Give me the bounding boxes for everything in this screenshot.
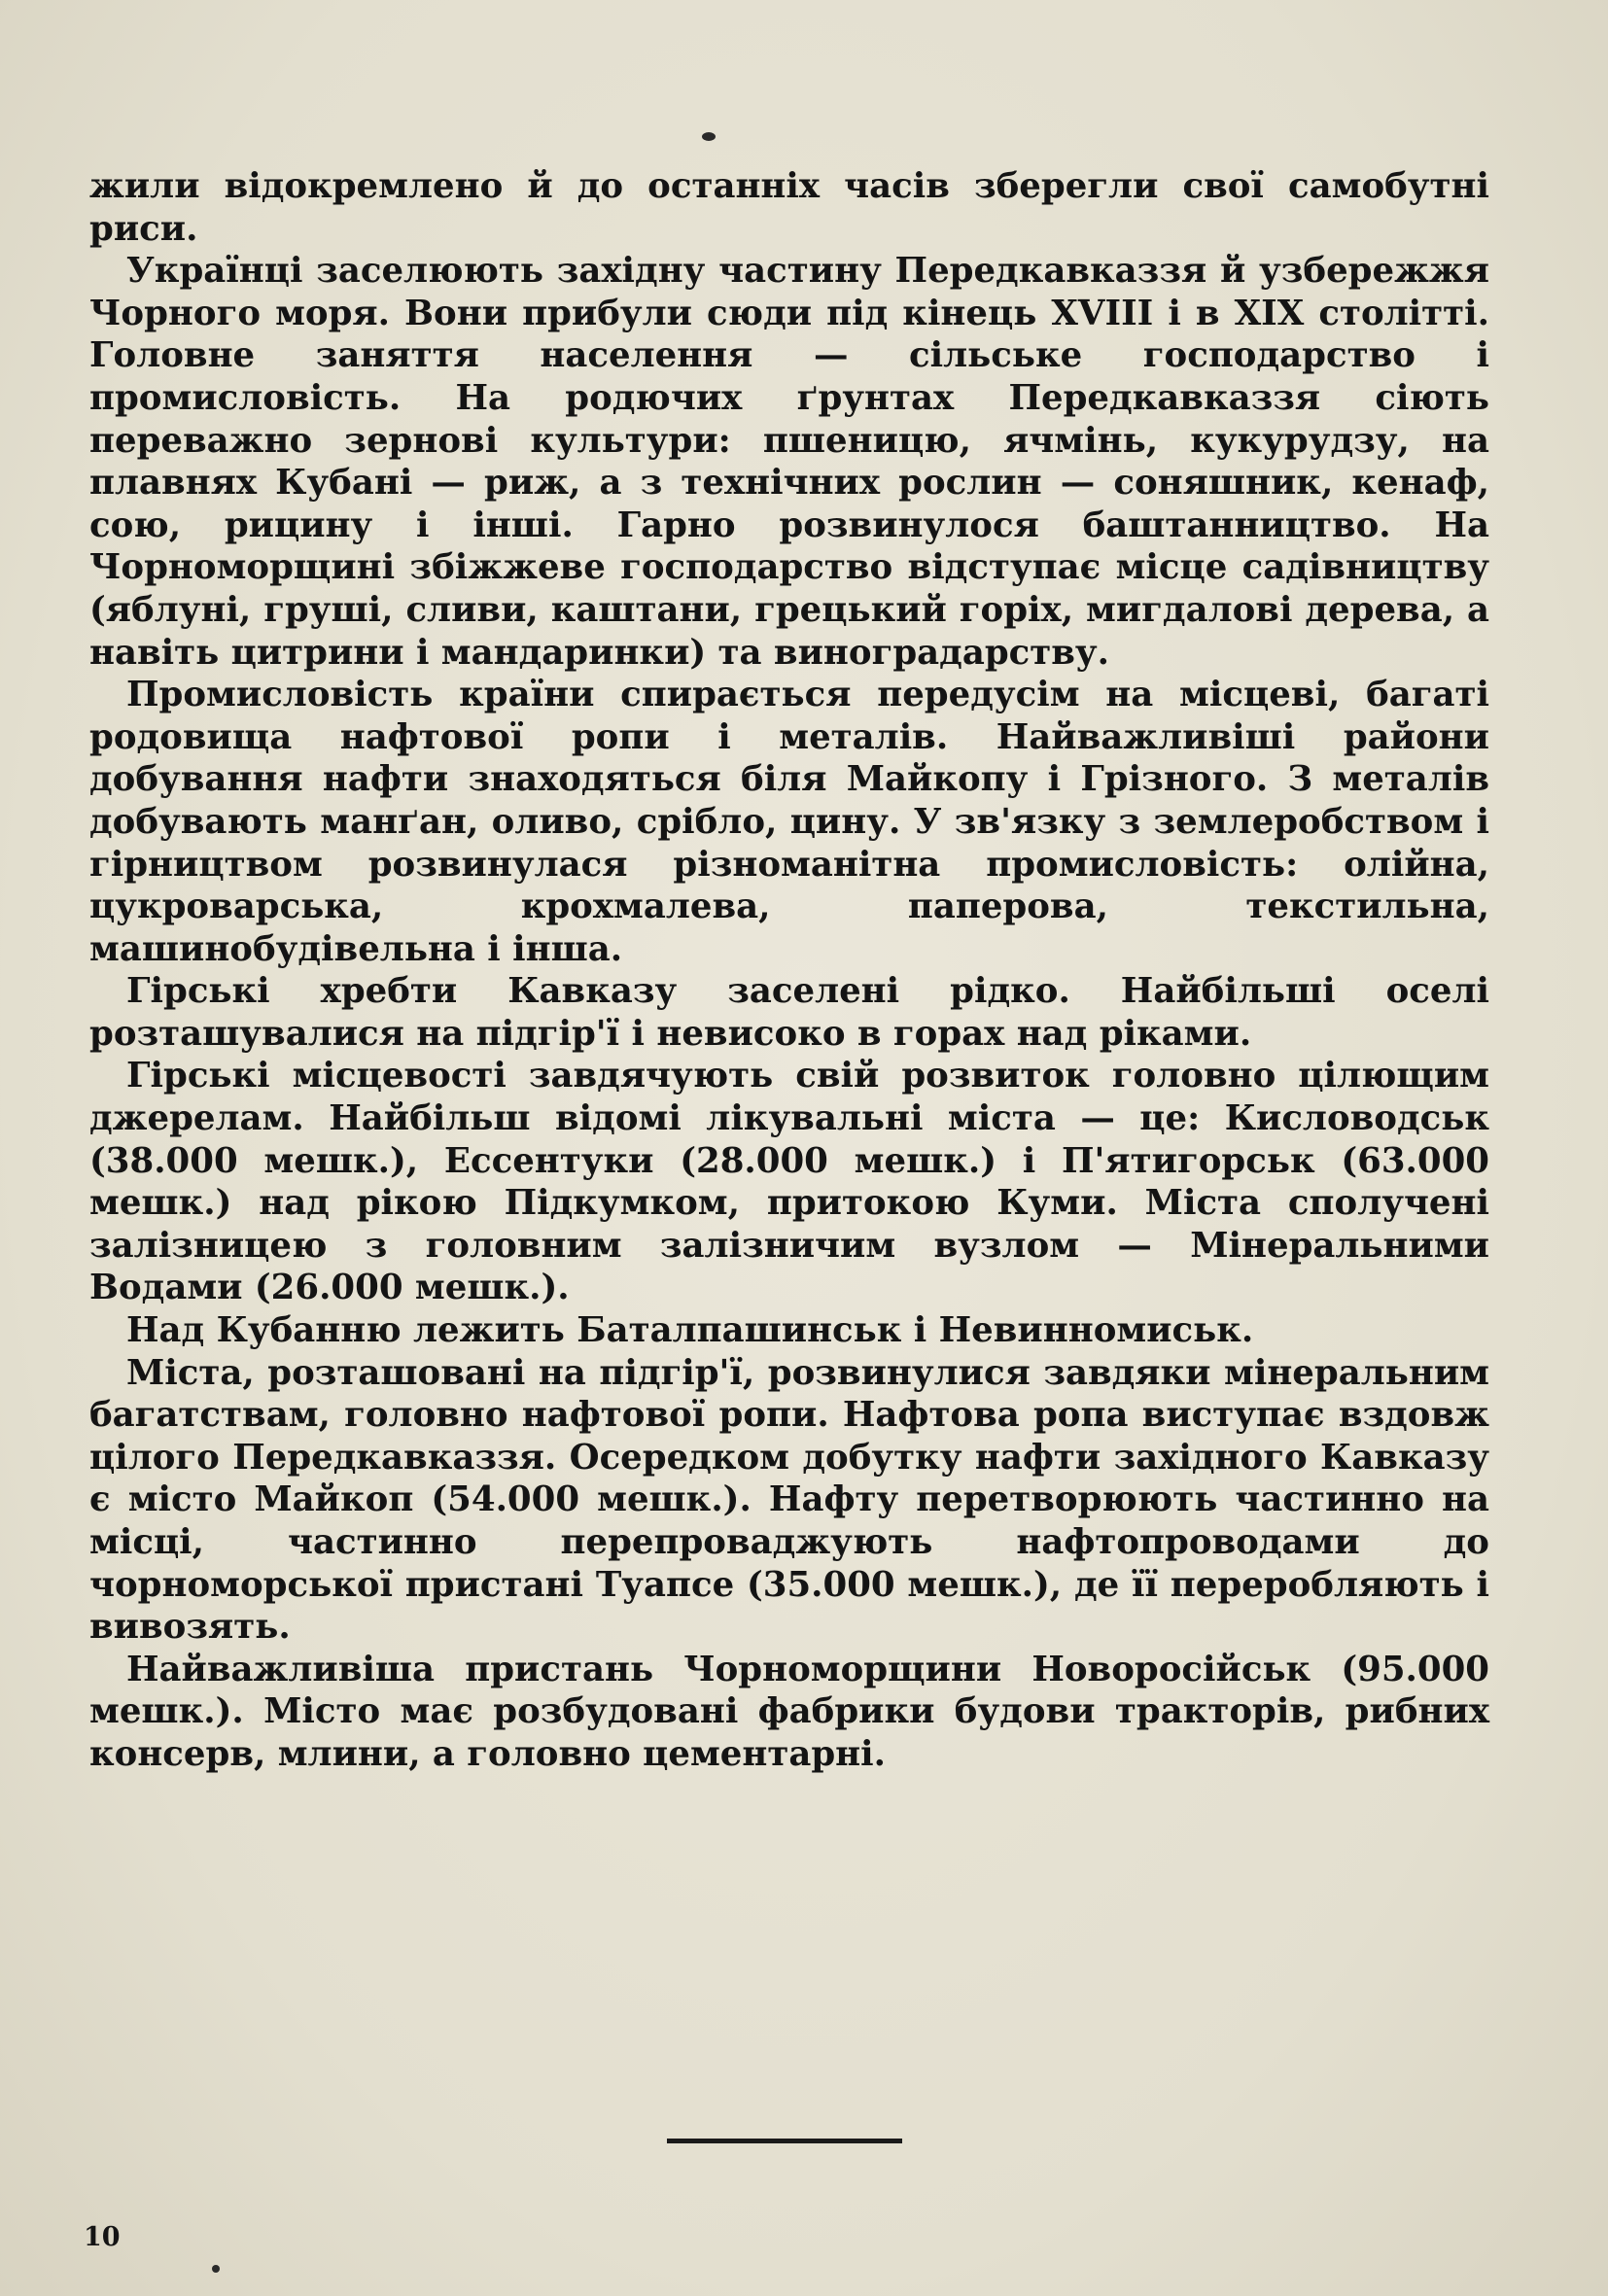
paragraph: Найважливіша пристань Чорноморщини Новоросійськ (95.000 мешк.). Місто має розбудовані фабрики будови тракторів, рибних консерв, млини, а головно цементарні. bbox=[89, 1649, 1489, 1774]
paragraph: Гірські місцевості завдячують свій розвиток головно цілющим джерелам. Найбільш відомі лікувальні міста — це: Кисловодськ (38.000 мешк.), Ессентуки (28.000 мешк.) і П'ятигорськ (63.000 мешк.) над рікою Підкумком, притокою Куми. Міста сполучені залізницею з головним залізничим вузлом — Мінеральними Водами (26.000 мешк.). bbox=[89, 1056, 1489, 1308]
body-text bbox=[89, 165, 1489, 1776]
paragraph: Над Кубанню лежить Баталпашинськ і Невинномиськ. bbox=[126, 1310, 1254, 1351]
paragraph: жили відокремлено й до останніх часів зберегли свої самобутні риси. bbox=[89, 166, 1489, 249]
paragraph: Промисловість країни спирається передусім на місцеві, багаті родовища нафтової ропи і металів. Найважливіші райони добування нафти знаходяться біля Майкопу і Грізного. З металів добувають манґан, оливо, срібло, цину. У зв'язку з землеробством і гірництвом розвинулася різноманітна промисловість: олійна, цукроварська, крохмалева, паперова, текстильна, машинобудівельна і інша. bbox=[89, 675, 1489, 969]
print-speck bbox=[212, 2265, 220, 2273]
page-number: 10 bbox=[84, 2222, 121, 2252]
section-divider bbox=[667, 2139, 902, 2143]
paragraph: Міста, розташовані на підгір'ї, розвинулися завдяки мінеральним багатствам, головно нафтової ропи. Нафтова ропа виступає вздовж цілого Передкавказзя. Осередком добутку нафти західного Кавказу є місто Майкоп (54.000 мешк.). Нафту перетворюють частинно на місці, частинно перепроваджують нафтопроводами до чорноморської пристані Туапсе (35.000 мешк.), де її переробляють і вивозять. bbox=[89, 1352, 1489, 1648]
paragraph: Українці заселюють західну частину Передкавказзя й узбережжя Чорного моря. Вони прибули сюди під кінець XVIII і в XIX столітті. Головне заняття населення — сільське господарство і промисловість. На родючих ґрунтах Передкавказзя сіють переважно зернові культури: пшеницю, ячмінь, кукурудзу, на плавнях Кубані — риж, а з технічних рослин — соняшник, кенаф, сою, рицину і інші. Гарно розвинулося баштанництво. На Чорноморщині збіжжеве господарство відступає місце садівництву (яблуні, груші, сливи, каштани, грецький горіх, мигдалові дерева, а навіть цитрини і мандаринки) та виноградарству. bbox=[89, 251, 1489, 673]
paragraph: Гірські хребти Кавказу заселені рідко. Найбільші оселі розташувалися на підгір'ї і невисоко в горах над ріками. bbox=[89, 971, 1489, 1054]
print-speck bbox=[702, 132, 716, 141]
